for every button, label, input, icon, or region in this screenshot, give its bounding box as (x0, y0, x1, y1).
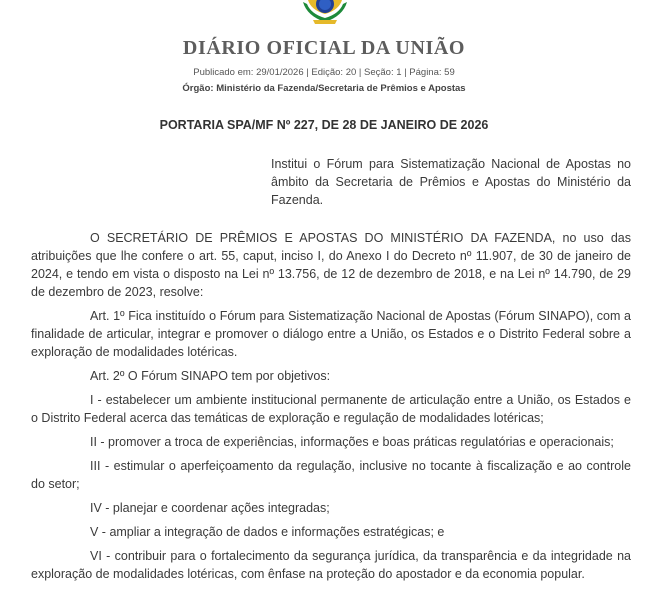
preamble-paragraph: O SECRETÁRIO DE PRÊMIOS E APOSTAS DO MINISTÉRIO DA FAZENDA, no uso das atribuições que lhe confere o art. 55, caput, inciso I, do Anexo I do Decreto nº 11.907, de 30 de janeiro de 2024, e tendo em vista o disposto na Lei nº 13.756, de 12 de dezembro de 2018, e na Lei nº 14.790, de 29 de dezembro de 2023, resolve: (31, 231, 631, 299)
section-label: Seção: (364, 67, 394, 78)
published-label: Publicado em: (193, 67, 254, 78)
organ-label: Órgão: (182, 83, 214, 94)
edition-label: Edição: (311, 67, 344, 78)
item-v: V - ampliar a integração de dados e informações estratégicas; e (90, 525, 445, 539)
article-1: Art. 1º Fica instituído o Fórum para Sistematização Nacional de Apostas (Fórum SINAPO), com a finalidade de articular, integrar e promover o diálogo entre a União, os Estados e o Distrito Federal sobre a exploração de modalidades lotéricas. (31, 309, 631, 359)
published-date: 29/01/2026 (256, 67, 304, 78)
organ-name: Ministério da Fazenda/Secretaria de Prêmios e Apostas (216, 83, 466, 94)
act-body (31, 229, 631, 589)
item-vi: VI - contribuir para o fortalecimento da segurança jurídica, da transparência e da integridade na exploração de modalidades lotéricas, com ênfase na proteção do apostador e da economia popular. (31, 549, 631, 581)
act-ementa: Institui o Fórum para Sistematização Nacional de Apostas no âmbito da Secretaria de Prêmios e Apostas do Ministério da Fazenda. (271, 157, 631, 207)
item-iv: IV - planejar e coordenar ações integradas; (90, 501, 330, 515)
brazil-coat-of-arms-icon (299, 0, 351, 24)
masthead-title: DIÁRIO OFICIAL DA UNIÃO (182, 37, 466, 59)
act-title: PORTARIA SPA/MF Nº 227, DE 28 DE JANEIRO DE 2026 (159, 118, 489, 132)
article-2: Art. 2º O Fórum SINAPO tem por objetivos: (90, 369, 331, 383)
section-number: 1 (396, 67, 402, 78)
page-label: Página: (409, 67, 442, 78)
item-i: I - estabelecer um ambiente institucional permanente de articulação entre a União, os Estados e o Distrito Federal acerca das temáticas de exploração e regulação de modalidades lotéricas; (31, 393, 631, 425)
edition-number: 20 (345, 67, 357, 78)
publication-info: Publicado em: 29/01/2026 | Edição: 20 | Seção: 1 | Página: 59 (193, 67, 455, 78)
page-number: 59 (444, 67, 455, 78)
item-ii: II - promover a troca de experiências, informações e boas práticas regulatórias e operacionais; (90, 435, 614, 449)
organ-info (0, 83, 648, 94)
item-iii: III - estimular o aperfeiçoamento da regulação, inclusive no tocante à fiscalização e ao controle do setor; (31, 459, 631, 491)
